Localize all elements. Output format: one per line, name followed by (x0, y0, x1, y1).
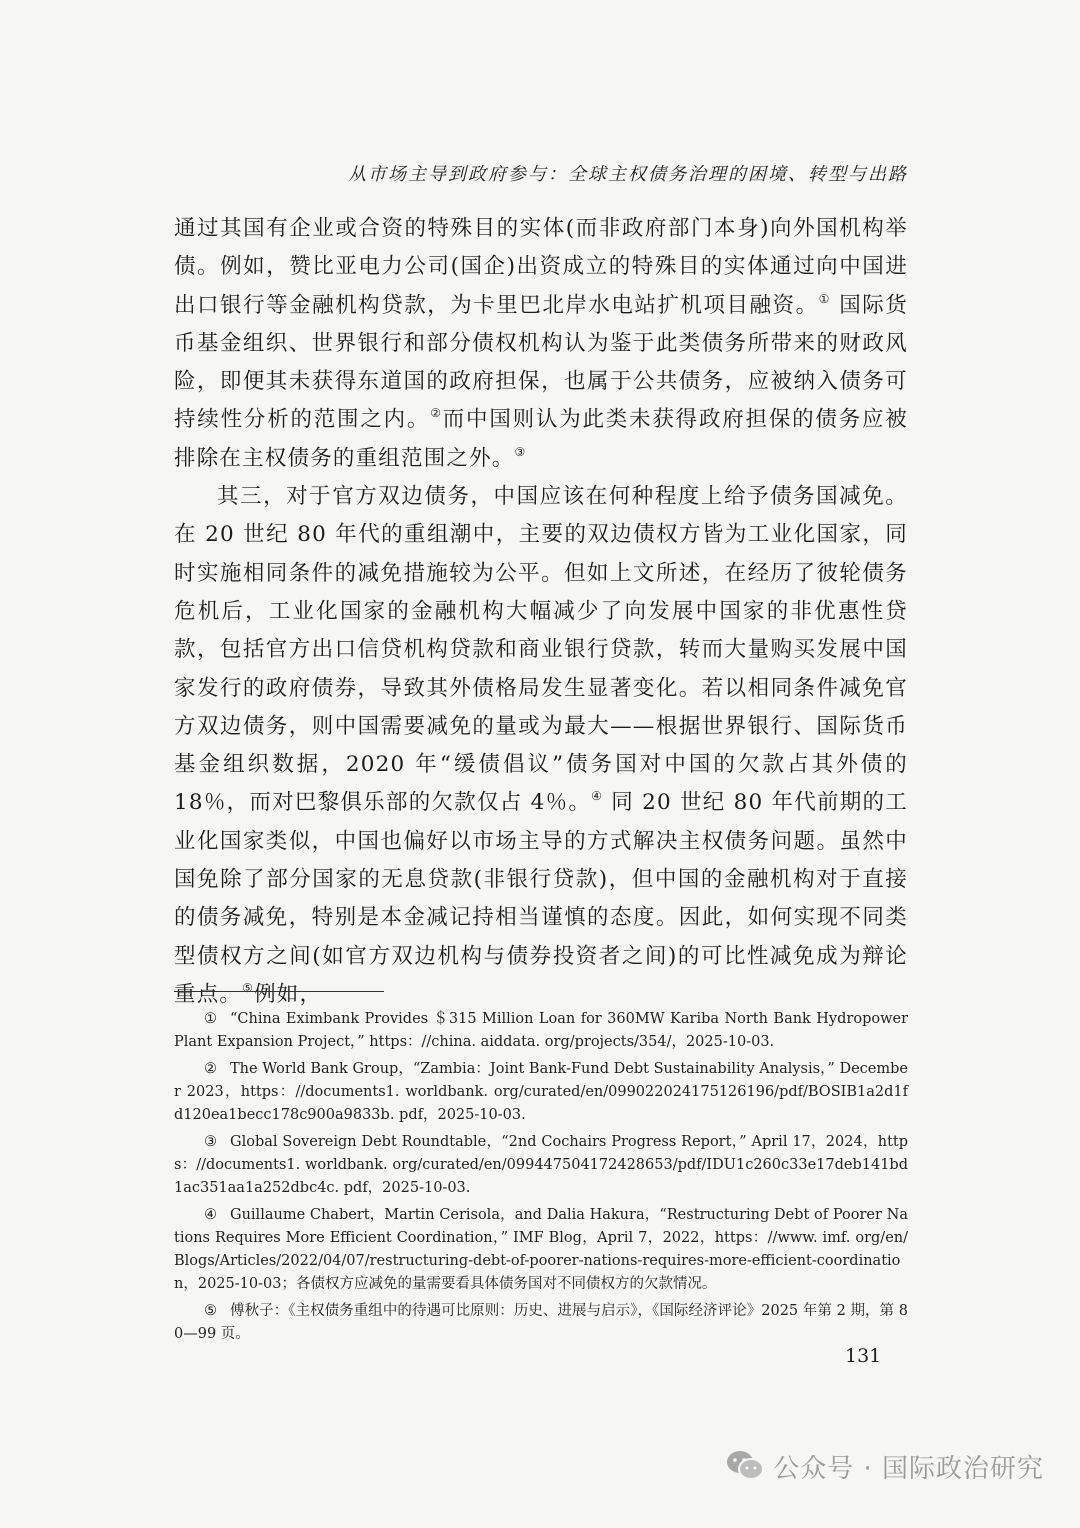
body-text-segment: 同 20 世纪 80 年代前期的工业化国家类似，中国也偏好以市场主导的方式解决主权债务问题。虽然中国免除了部分国家的无息贷款(非银行贷款)，但中国的金融机构对于直接的债务减免，特别是本金减记持相当谨慎的态度。因此，如何实现不同类型债权方之间(如官方双边机构与债券投资者之间)的可比性减免成为辩论重点。 (174, 790, 908, 1007)
footnote-text: “China Eximbank Provides ＄315 Million Loan for 360MW Kariba North Bank Hydropower Plant Expansion Project，” https：//china. aiddata. org/projects/354/，2025-10-03. (174, 1011, 908, 1050)
footnote-number: ③ (204, 1134, 217, 1150)
body-text (174, 210, 908, 1014)
footnote (174, 1131, 908, 1200)
footnotes (174, 1008, 908, 1350)
footnote (174, 1008, 908, 1054)
footnote-text: Guillaume Chabert，Martin Cerisola，and Dalia Hakura，“Restructuring Debt of Poorer Nations Requires More Efficient Coordination，” IMF Blog，April 7，2022，https：//www. imf. org/en/Blogs/Articles/2022/04/07/restructuring-debt-of-poorer-nations-requires-more-efficient-coordination，2025-10-03；各债权方应减免的量需要看具体债务国对不同债权方的欠款情况。 (174, 1207, 908, 1292)
watermark (725, 1446, 1044, 1486)
footnote-text: The World Bank Group，“Zambia：Joint Bank-Fund Debt Sustainability Analysis，” December 2023，https：//documents1. worldbank. org/curated/en/099022024175126196/pdf/BOSIB1a2d1fd120ea1becc178c900a9833b. pdf，2025-10-03. (174, 1061, 908, 1123)
footnote-text: Global Sovereign Debt Roundtable，“2nd Cochairs Progress Report，” April 17，2024，https：//documents1. worldbank. org/curated/en/099447504172428653/pdf/IDU1c260c33e17deb141bd1ac351aa1a252dbc4c. pdf，2025-10-03. (174, 1134, 908, 1196)
body-text-segment: 而中国则认为此类未获得政府担保的债务应被排除在主权债务的重组范围之外。 (174, 407, 908, 471)
watermark-text: 公众号 · 国际政治研究 (773, 1453, 1044, 1484)
footnote-number: ① (204, 1011, 217, 1027)
footnote (174, 1204, 908, 1296)
footnote-ref: ⑤ (242, 980, 255, 995)
body-paragraph (174, 478, 908, 1014)
body-paragraph (174, 210, 908, 478)
body-text-segment: 通过其国有企业或合资的特殊目的实体(而非政府部门本身)向外国机构举债。例如，赞比亚电力公司(国企)出资成立的特殊目的实体通过向中国进出口银行等金融机构贷款，为卡里巴北岸水电站扩机项目融资。 (174, 216, 908, 318)
footnote-text: 傅秋子：《主权债务重组中的待遇可比原则：历史、进展与启示》，《国际经济评论》2025 年第 2 期，第 80—99 页。 (174, 1303, 908, 1342)
body-text-segment: 国际货币基金组织、世界银行和部分债权机构认为鉴于此类债务所带来的财政风险，即便其未获得东道国的政府担保，也属于公共债务，应被纳入债务可持续性分析的范围之内。 (174, 292, 908, 433)
footnote-ref: ③ (514, 444, 527, 459)
footnote-number: ④ (204, 1207, 217, 1223)
body-text-segment: 其三，对于官方双边债务，中国应该在何种程度上给予债务国减免。在 20 世纪 80 年代的重组潮中，主要的双边债权方皆为工业化国家，同时实施相同条件的减免措施较为公平。但如上文所述，在经历了彼轮债务危机后，工业化国家的金融机构大幅减少了向发展中国家的非优惠性贷款，包括官方出口信贷机构贷款和商业银行贷款，转而大量购买发展中国家发行的政府债券，导致其外债格局发生显著变化。若以相同条件减免官方双边债务，则中国需要减免的量或为最大——根据世界银行、国际货币基金组织数据，2020 年“缓债倡议”债务国对中国的欠款占其外债的 18％，而对巴黎俱乐部的欠款仅占 4％。 (174, 484, 908, 816)
footnote-divider (174, 991, 384, 992)
wechat-icon (725, 1449, 765, 1483)
footnote-ref: ④ (591, 789, 604, 804)
footnote-ref: ② (430, 406, 443, 421)
footnote (174, 1300, 908, 1346)
running-header: 从市场主导到政府参与：全球主权债务治理的困境、转型与出路 (348, 164, 908, 185)
footnote-ref: ① (818, 291, 831, 306)
body-text-segment: 例如， (254, 981, 323, 1007)
footnote-number: ② (204, 1061, 217, 1077)
footnote-number: ⑤ (204, 1303, 217, 1319)
page-number: 131 (845, 1345, 882, 1367)
footnote (174, 1058, 908, 1127)
